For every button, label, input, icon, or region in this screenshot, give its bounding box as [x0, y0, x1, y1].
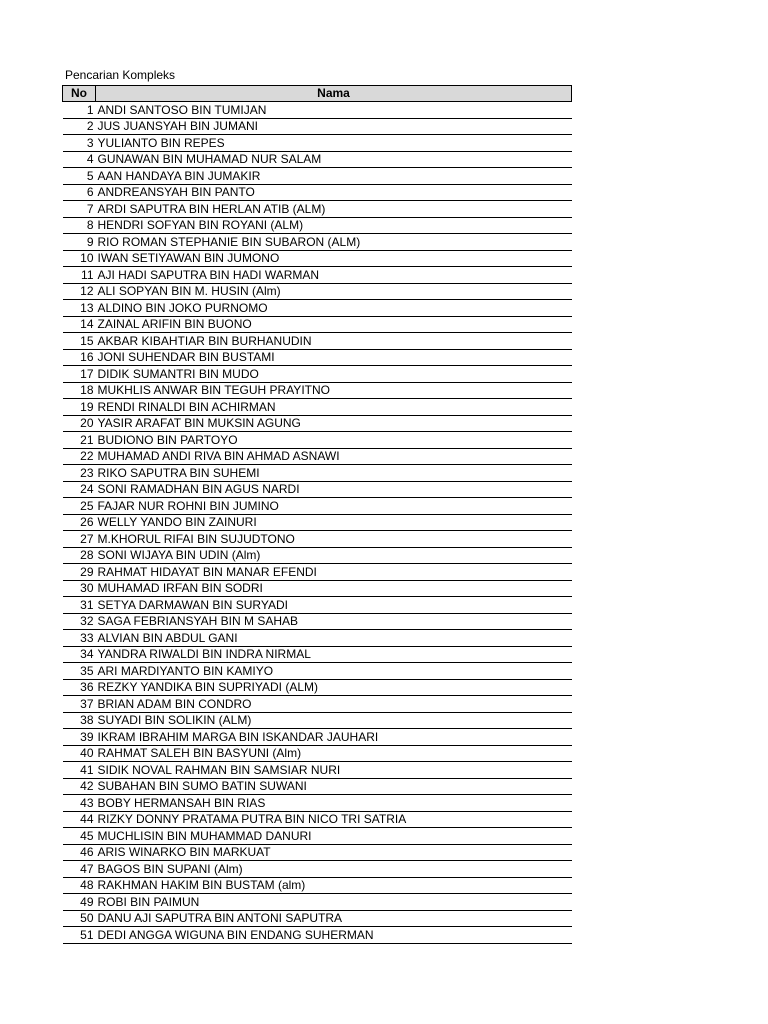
table-row: [63, 630, 572, 647]
row-number: 24: [63, 481, 96, 498]
table-row: [63, 663, 572, 680]
table-row: [63, 795, 572, 812]
row-number: 22: [63, 448, 96, 465]
row-name: BUDIONO BIN PARTOYO: [96, 432, 572, 449]
table-row: [63, 696, 572, 713]
row-name: YASIR ARAFAT BIN MUKSIN AGUNG: [96, 415, 572, 432]
row-name: JONI SUHENDAR BIN BUSTAMI: [96, 349, 572, 366]
row-name: RIZKY DONNY PRATAMA PUTRA BIN NICO TRI SATRIA: [96, 811, 572, 828]
row-name: AAN HANDAYA BIN JUMAKIR: [96, 168, 572, 185]
row-name: BRIAN ADAM BIN CONDRO: [96, 696, 572, 713]
row-number: 43: [63, 795, 96, 812]
table-row: [63, 778, 572, 795]
row-number: 2: [63, 118, 96, 135]
header-no: No: [63, 86, 96, 102]
row-name: RAKHMAN HAKIM BIN BUSTAM (alm): [96, 877, 572, 894]
row-name: YANDRA RIWALDI BIN INDRA NIRMAL: [96, 646, 572, 663]
table-row: [63, 613, 572, 630]
row-number: 50: [63, 910, 96, 927]
table-row: [63, 910, 572, 927]
row-name: YULIANTO BIN REPES: [96, 135, 572, 152]
table-row: [63, 564, 572, 581]
table-row: [63, 547, 572, 564]
table-row: [63, 102, 572, 119]
row-name: DEDI ANGGA WIGUNA BIN ENDANG SUHERMAN: [96, 927, 572, 944]
row-number: 13: [63, 300, 96, 317]
row-number: 51: [63, 927, 96, 944]
table-row: [63, 481, 572, 498]
sheet-title: Pencarian Kompleks: [65, 68, 176, 82]
row-number: 4: [63, 151, 96, 168]
row-name: ALVIAN BIN ABDUL GANI: [96, 630, 572, 647]
row-number: 12: [63, 283, 96, 300]
row-name: M.KHORUL RIFAI BIN SUJUDTONO: [96, 531, 572, 548]
table-row: [63, 465, 572, 482]
row-number: 6: [63, 184, 96, 201]
row-name: IKRAM IBRAHIM MARGA BIN ISKANDAR JAUHARI: [96, 729, 572, 746]
row-name: ZAINAL ARIFIN BIN BUONO: [96, 316, 572, 333]
row-number: 9: [63, 234, 96, 251]
table-row: [63, 399, 572, 416]
row-name: RAHMAT SALEH BIN BASYUNI (Alm): [96, 745, 572, 762]
row-number: 44: [63, 811, 96, 828]
row-number: 16: [63, 349, 96, 366]
table-row: [63, 927, 572, 944]
table-row: [63, 448, 572, 465]
row-name: SUBAHAN BIN SUMO BATIN SUWANI: [96, 778, 572, 795]
table-row: [63, 894, 572, 911]
row-name: SETYA DARMAWAN BIN SURYADI: [96, 597, 572, 614]
row-name: ROBI BIN PAIMUN: [96, 894, 572, 911]
table-row: [63, 382, 572, 399]
row-number: 33: [63, 630, 96, 647]
table-row: [63, 201, 572, 218]
table-row: [63, 366, 572, 383]
row-name: ARI MARDIYANTO BIN KAMIYO: [96, 663, 572, 680]
row-name: SUYADI BIN SOLIKIN (ALM): [96, 712, 572, 729]
table-row: [63, 432, 572, 449]
row-name: MUHAMAD IRFAN BIN SODRI: [96, 580, 572, 597]
row-name: MUCHLISIN BIN MUHAMMAD DANURI: [96, 828, 572, 845]
table-header-row: [63, 86, 572, 102]
table-row: [63, 217, 572, 234]
row-number: 20: [63, 415, 96, 432]
row-number: 49: [63, 894, 96, 911]
table-row: [63, 646, 572, 663]
table-row: [63, 168, 572, 185]
row-number: 40: [63, 745, 96, 762]
table-row: [63, 531, 572, 548]
row-name: REZKY YANDIKA BIN SUPRIYADI (ALM): [96, 679, 572, 696]
table-row: [63, 283, 572, 300]
row-number: 45: [63, 828, 96, 845]
row-name: MUHAMAD ANDI RIVA BIN AHMAD ASNAWI: [96, 448, 572, 465]
row-name: BOBY HERMANSAH BIN RIAS: [96, 795, 572, 812]
table-row: [63, 250, 572, 267]
table-row: [63, 333, 572, 350]
row-name: HENDRI SOFYAN BIN ROYANI (ALM): [96, 217, 572, 234]
row-number: 11: [63, 267, 96, 284]
row-number: 39: [63, 729, 96, 746]
row-number: 10: [63, 250, 96, 267]
row-name: SAGA FEBRIANSYAH BIN M SAHAB: [96, 613, 572, 630]
table-row: [63, 844, 572, 861]
table-row: [63, 679, 572, 696]
row-name: ANDREANSYAH BIN PANTO: [96, 184, 572, 201]
row-name: IWAN SETIYAWAN BIN JUMONO: [96, 250, 572, 267]
table-row: [63, 349, 572, 366]
row-number: 30: [63, 580, 96, 597]
row-name: GUNAWAN BIN MUHAMAD NUR SALAM: [96, 151, 572, 168]
table-row: [63, 118, 572, 135]
table-row: [63, 151, 572, 168]
row-name: ALI SOPYAN BIN M. HUSIN (Alm): [96, 283, 572, 300]
row-number: 8: [63, 217, 96, 234]
table-row: [63, 861, 572, 878]
table-row: [63, 234, 572, 251]
row-name: ARIS WINARKO BIN MARKUAT: [96, 844, 572, 861]
row-number: 47: [63, 861, 96, 878]
row-name: RAHMAT HIDAYAT BIN MANAR EFENDI: [96, 564, 572, 581]
row-number: 37: [63, 696, 96, 713]
row-name: AJI HADI SAPUTRA BIN HADI WARMAN: [96, 267, 572, 284]
row-number: 41: [63, 762, 96, 779]
table-row: [63, 415, 572, 432]
table-row: [63, 828, 572, 845]
row-name: ARDI SAPUTRA BIN HERLAN ATIB (ALM): [96, 201, 572, 218]
row-number: 32: [63, 613, 96, 630]
table-row: [63, 712, 572, 729]
table-body: [63, 102, 572, 944]
row-number: 7: [63, 201, 96, 218]
row-number: 1: [63, 102, 96, 119]
row-number: 19: [63, 399, 96, 416]
row-number: 14: [63, 316, 96, 333]
row-name: AKBAR KIBAHTIAR BIN BURHANUDIN: [96, 333, 572, 350]
row-number: 34: [63, 646, 96, 663]
table-row: [63, 745, 572, 762]
row-number: 21: [63, 432, 96, 449]
table-row: [63, 877, 572, 894]
row-number: 29: [63, 564, 96, 581]
row-number: 46: [63, 844, 96, 861]
row-number: 17: [63, 366, 96, 383]
row-number: 31: [63, 597, 96, 614]
row-name: SONI RAMADHAN BIN AGUS NARDI: [96, 481, 572, 498]
table-row: [63, 811, 572, 828]
row-number: 36: [63, 679, 96, 696]
row-number: 26: [63, 514, 96, 531]
table-row: [63, 316, 572, 333]
row-name: BAGOS BIN SUPANI (Alm): [96, 861, 572, 878]
row-number: 25: [63, 498, 96, 515]
row-name: RIKO SAPUTRA BIN SUHEMI: [96, 465, 572, 482]
table-row: [63, 184, 572, 201]
row-number: 48: [63, 877, 96, 894]
row-name: SIDIK NOVAL RAHMAN BIN SAMSIAR NURI: [96, 762, 572, 779]
row-number: 27: [63, 531, 96, 548]
row-number: 38: [63, 712, 96, 729]
row-number: 3: [63, 135, 96, 152]
row-number: 5: [63, 168, 96, 185]
row-name: SONI WIJAYA BIN UDIN (Alm): [96, 547, 572, 564]
row-name: MUKHLIS ANWAR BIN TEGUH PRAYITNO: [96, 382, 572, 399]
row-name: WELLY YANDO BIN ZAINURI: [96, 514, 572, 531]
table-row: [63, 267, 572, 284]
table-row: [63, 597, 572, 614]
row-name: DIDIK SUMANTRI BIN MUDO: [96, 366, 572, 383]
table-row: [63, 498, 572, 515]
table-row: [63, 135, 572, 152]
table-row: [63, 514, 572, 531]
row-name: JUS JUANSYAH BIN JUMANI: [96, 118, 572, 135]
row-number: 18: [63, 382, 96, 399]
row-name: RENDI RINALDI BIN ACHIRMAN: [96, 399, 572, 416]
table-row: [63, 729, 572, 746]
table-row: [63, 300, 572, 317]
row-name: ANDI SANTOSO BIN TUMIJAN: [96, 102, 572, 119]
row-number: 23: [63, 465, 96, 482]
row-number: 42: [63, 778, 96, 795]
row-number: 35: [63, 663, 96, 680]
table-row: [63, 580, 572, 597]
row-name: ALDINO BIN JOKO PURNOMO: [96, 300, 572, 317]
row-name: FAJAR NUR ROHNI BIN JUMINO: [96, 498, 572, 515]
header-nama: Nama: [96, 86, 572, 102]
row-number: 15: [63, 333, 96, 350]
names-table: [62, 85, 572, 944]
row-name: RIO ROMAN STEPHANIE BIN SUBARON (ALM): [96, 234, 572, 251]
row-name: DANU AJI SAPUTRA BIN ANTONI SAPUTRA: [96, 910, 572, 927]
row-number: 28: [63, 547, 96, 564]
table-row: [63, 762, 572, 779]
